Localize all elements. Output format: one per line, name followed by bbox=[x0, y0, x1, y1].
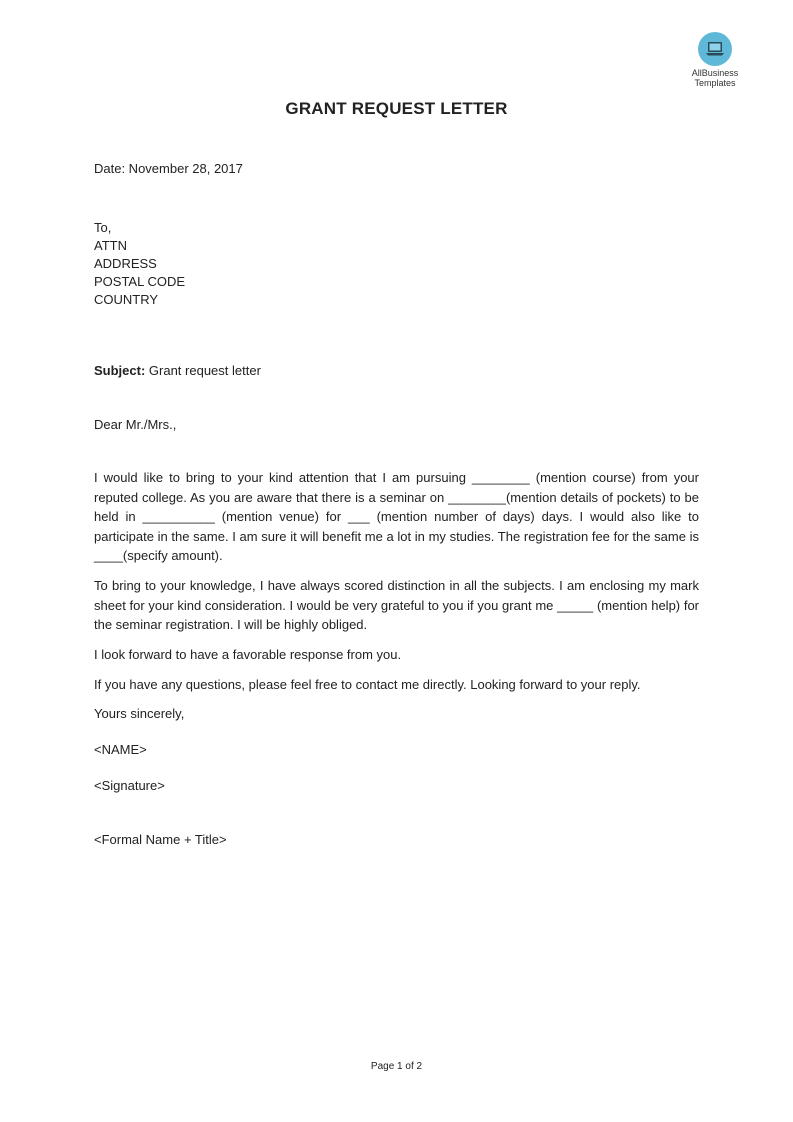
subject-label: Subject: bbox=[94, 363, 146, 378]
page-number: Page 1 of 2 bbox=[370, 1061, 423, 1072]
allbusiness-logo bbox=[684, 32, 746, 88]
body-paragraph-4: If you have any questions, please feel free to contact me directly. Looking forward to your reply. bbox=[94, 677, 641, 692]
recipient-postal-code: POSTAL CODE bbox=[94, 274, 186, 289]
letter-greeting: Dear Mr./Mrs., bbox=[94, 417, 177, 432]
sender-name: <NAME> bbox=[94, 742, 147, 757]
page-title: GRANT REQUEST LETTER bbox=[285, 99, 508, 118]
recipient-address bbox=[94, 219, 185, 309]
recipient-attn: ATTN bbox=[94, 238, 127, 253]
body-paragraph-2: To bring to your knowledge, I have always scored distinction in all the subjects. I am enclosing my mark sheet for your kind consideration. I would be very grateful to you if you grant me _____ (mention help) for the seminar registration. I will be highly obliged. bbox=[94, 578, 699, 632]
sender-formal-name: <Formal Name + Title> bbox=[94, 832, 227, 847]
letter-subject bbox=[94, 362, 261, 380]
recipient-to: To, bbox=[94, 220, 112, 235]
body-paragraph-3: I look forward to have a favorable response from you. bbox=[94, 647, 402, 662]
logo-text-line2: Templates bbox=[694, 78, 736, 88]
letter-closing: Yours sincerely, bbox=[94, 706, 185, 721]
subject-text: Grant request letter bbox=[145, 363, 261, 378]
laptop-icon bbox=[698, 32, 732, 66]
letter-date: Date: November 28, 2017 bbox=[94, 161, 243, 176]
sender-signature: <Signature> bbox=[94, 778, 165, 793]
recipient-address-line: ADDRESS bbox=[94, 256, 157, 271]
logo-text-line1: AllBusiness bbox=[691, 68, 739, 78]
body-paragraph-1: I would like to bring to your kind attention that I am pursuing ________ (mention course) from your reputed college. As you are aware that there is a seminar on ________(mention details of pockets) to be held in __________ (mention venue) for ___ (mention number of days) days. I would also like to participate in the same. I am sure it will benefit me a lot in my studies. The registration fee for the same is ____(specify amount). bbox=[94, 470, 699, 563]
recipient-country: COUNTRY bbox=[94, 292, 159, 307]
